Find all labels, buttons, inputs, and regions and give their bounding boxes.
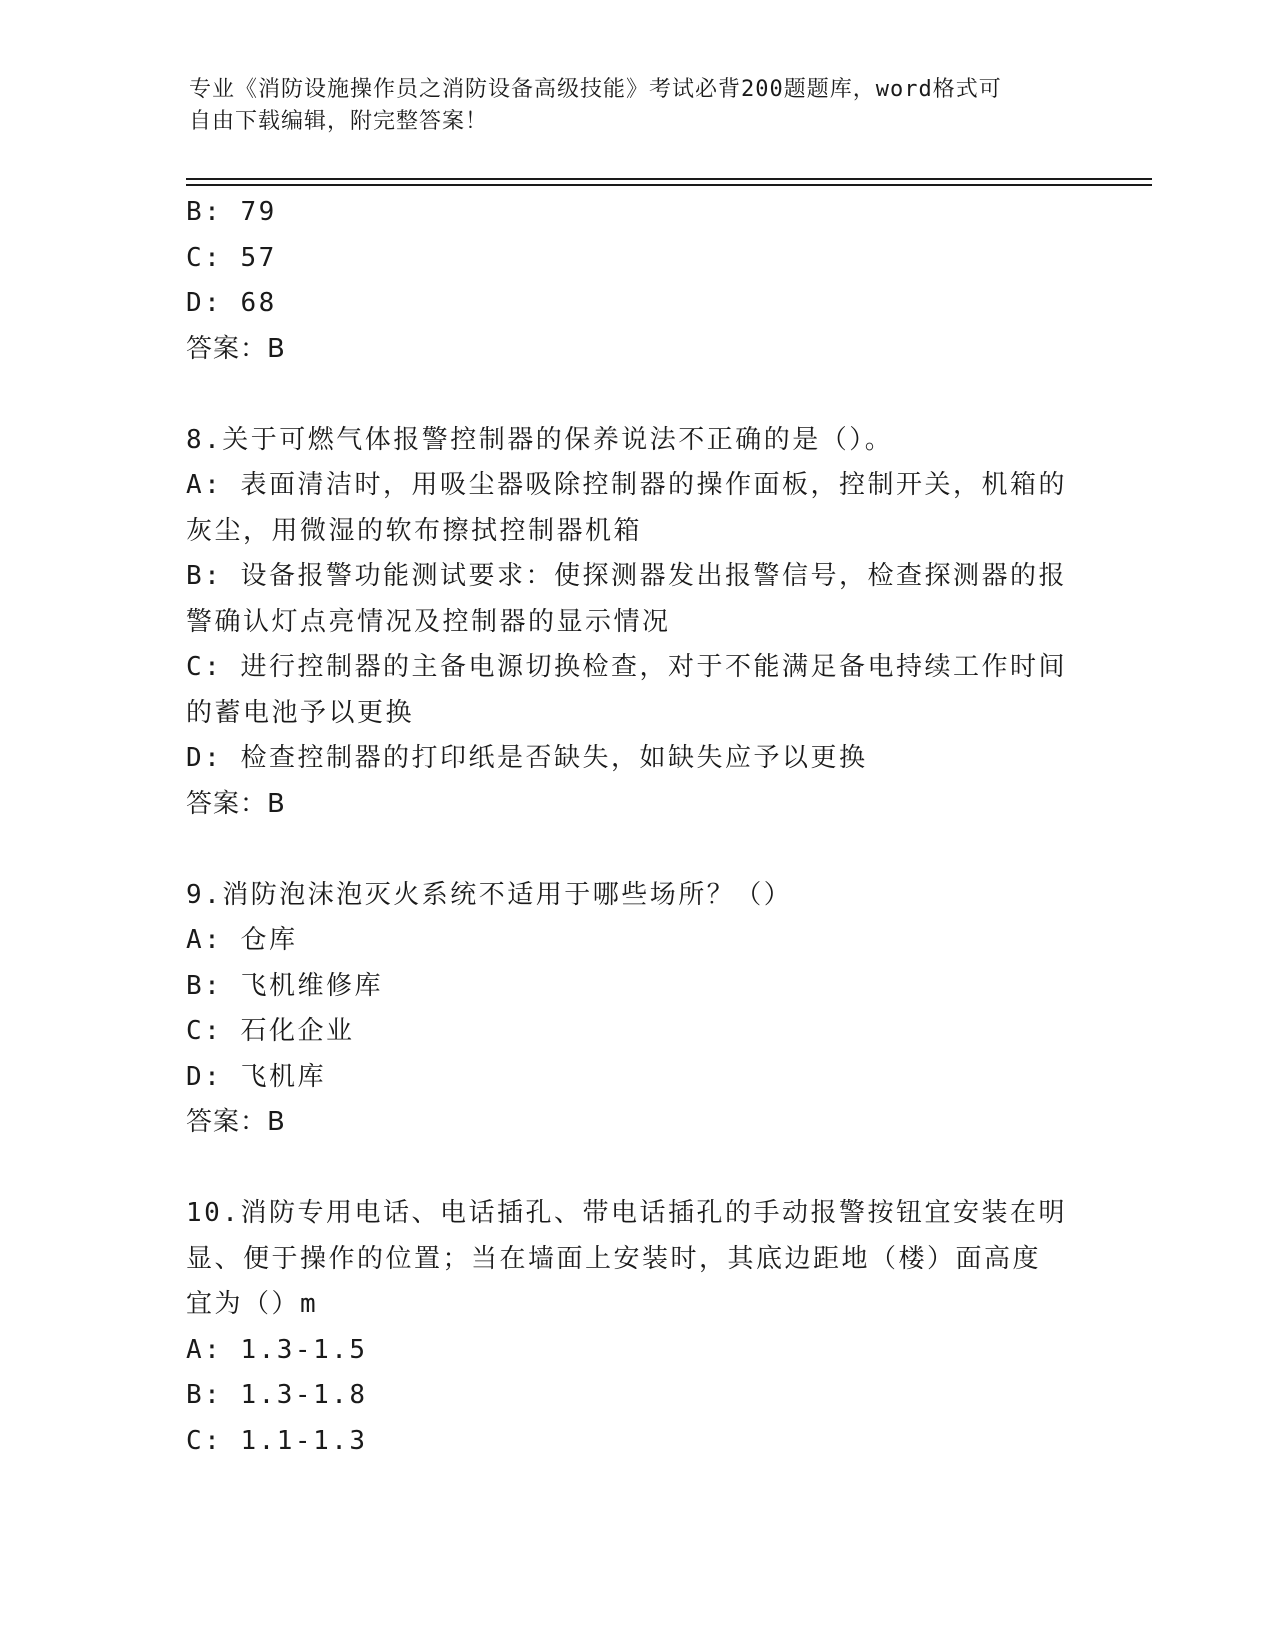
option-a-cont: 灰尘，用微湿的软布擦拭控制器机箱	[186, 515, 643, 546]
question-stem: 10.消防专用电话、电话插孔、带电话插孔的手动报警按钮宜安装在明	[186, 1198, 1067, 1228]
spacer	[186, 827, 1086, 873]
header-line-1: 专业《消防设施操作员之消防设备高级技能》考试必背200题题库，word格式可	[189, 77, 1002, 102]
spacer	[186, 1146, 1086, 1192]
answer: 答案：B	[186, 1107, 286, 1137]
option-c-cont: 的蓄电池予以更换	[186, 697, 415, 728]
option-c: C: 1.1-1.3	[186, 1425, 368, 1456]
option-c: C: 57	[186, 242, 277, 273]
question-list	[186, 190, 1086, 1464]
option-c: C: 石化企业	[186, 1016, 355, 1046]
option-b: B: 飞机维修库	[186, 970, 383, 1001]
option-b-cont: 警确认灯点亮情况及控制器的显示情况	[186, 606, 671, 637]
option-a: A: 1.3-1.5	[186, 1334, 368, 1365]
question-7-tail	[186, 190, 1086, 372]
spacer	[186, 372, 1086, 418]
option-c: C: 进行控制器的主备电源切换检查，对于不能满足备电持续工作时间	[186, 652, 1067, 682]
answer: 答案：B	[186, 333, 286, 364]
question-8	[186, 418, 1086, 828]
option-d: D: 68	[186, 288, 277, 318]
header-line-2: 自由下载编辑，附完整答案！	[189, 109, 489, 134]
header-divider-top	[186, 178, 1152, 180]
header-divider-bottom	[186, 184, 1152, 186]
question-stem-cont: 宜为（）m	[186, 1289, 319, 1319]
question-9	[186, 873, 1086, 1146]
question-10	[186, 1191, 1086, 1464]
option-b: B: 设备报警功能测试要求：使探测器发出报警信号，检查探测器的报	[186, 561, 1067, 591]
option-b: B: 79	[186, 197, 277, 227]
question-stem-cont: 显、便于操作的位置；当在墙面上安装时，其底边距地（楼）面高度	[186, 1243, 1042, 1274]
question-stem: 8.关于可燃气体报警控制器的保养说法不正确的是（）。	[186, 424, 894, 455]
answer: 答案：B	[186, 788, 286, 819]
option-d: D: 检查控制器的打印纸是否缺失，如缺失应予以更换	[186, 743, 868, 773]
option-a: A: 仓库	[186, 925, 298, 955]
option-b: B: 1.3-1.8	[186, 1380, 368, 1410]
option-d: D: 飞机库	[186, 1061, 326, 1092]
question-stem: 9.消防泡沫泡灭火系统不适用于哪些场所？（）	[186, 879, 793, 910]
document-header	[189, 74, 1069, 138]
option-a: A: 表面清洁时，用吸尘器吸除控制器的操作面板，控制开关，机箱的	[186, 470, 1067, 500]
